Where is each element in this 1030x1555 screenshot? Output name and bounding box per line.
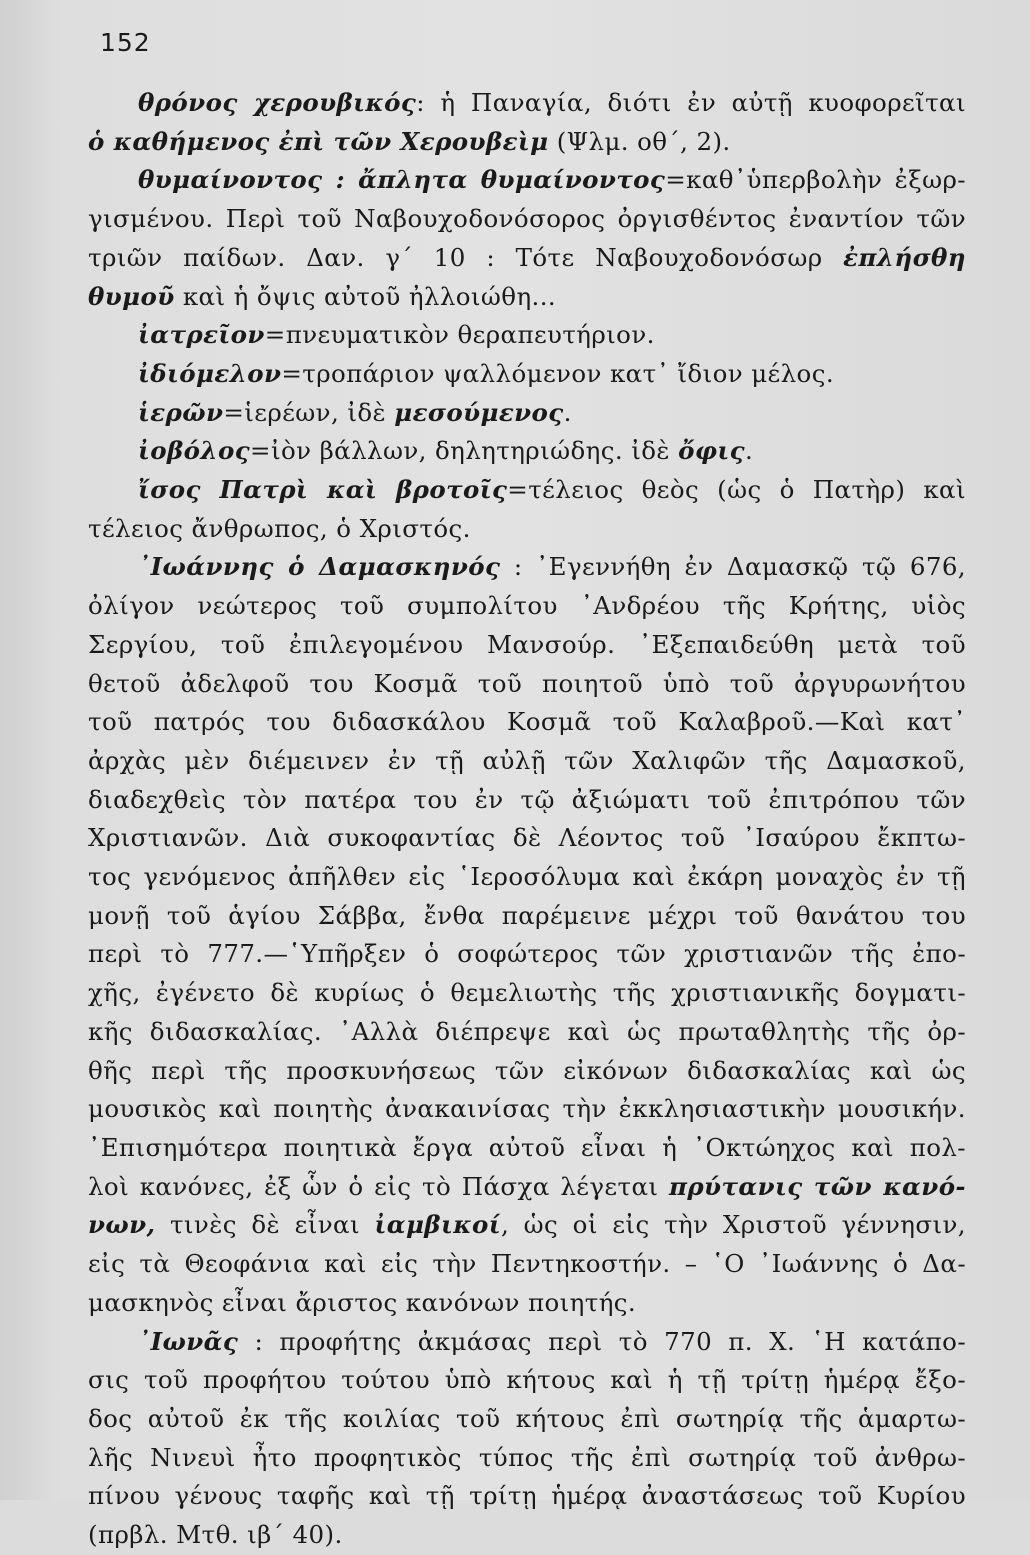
line-text: μονῇ τοῦ ἁγίου Σάββα, ἔνθα παρέμεινε μέχρι τοῦ θανάτου του <box>88 900 966 930</box>
text-line <box>88 858 966 897</box>
text-line <box>88 355 966 394</box>
glossary-term: ἰδιόμελον <box>138 358 282 388</box>
text-line <box>88 781 966 820</box>
line-text: περὶ τὸ 777.—῾Υπῆρξεν ὁ σοφώτερος τῶν χριστιανῶν τῆς ἐπο- <box>88 939 966 969</box>
line-text: =ἱερέων, ἰδὲ <box>223 397 395 427</box>
line-text: Σεργίου, τοῦ ἐπιλεγομένου Μανσούρ. ᾽Εξεπαιδεύθη μετὰ τοῦ <box>88 629 966 659</box>
text-line <box>88 665 966 704</box>
glossary-term: ὁ καθήμενος ἐπὶ τῶν Χερουβεὶμ <box>88 126 549 156</box>
text-line <box>88 1400 966 1439</box>
line-text: γισμένου. Περὶ τοῦ Ναβουχοδονόσορος ὀργισθέντος ἐναντίον τῶν <box>88 204 966 234</box>
text-line <box>88 200 966 239</box>
line-text: διαδεχθεὶς τὸν πατέρα του ἐν τῷ ἀξιώματι τοῦ ἐπιτρόπου τῶν <box>88 784 966 814</box>
line-text: (Ψλμ. οθ΄, 2). <box>548 126 731 156</box>
page-number: 152 <box>100 28 151 57</box>
text-line <box>88 1052 966 1091</box>
text-line <box>88 897 966 936</box>
glossary-term: νων, <box>88 1210 156 1240</box>
line-text: μουσικὸς καὶ ποιητὴς ἀνακαινίσας τὴν ἐκκλησιαστικὴν μουσικήν. <box>88 1094 966 1124</box>
glossary-term: ἱερῶν <box>138 397 224 427</box>
glossary-term: μεσούμενος <box>394 397 564 427</box>
text-line <box>88 974 966 1013</box>
glossary-term: ἰατρεῖον <box>138 320 265 350</box>
text-line <box>88 1439 966 1478</box>
line-text: τοῦ πατρός του διδασκάλου Κοσμᾶ τοῦ Καλαβροῦ.—Καὶ κατ᾽ <box>88 707 966 737</box>
line-text: λοὶ κανόνες, ἐξ ὧν ὁ εἰς τὸ Πάσχα λέγεται <box>88 1171 670 1201</box>
text-line <box>88 394 966 433</box>
glossary-term: ἰαμβικοί <box>374 1210 501 1240</box>
glossary-term: θυμαίνοντος : ἄπλητα θυμαίνοντος <box>138 165 666 195</box>
line-text: : ᾽Εγεννήθη ἐν Δαμασκῷ τῷ 676, <box>500 552 966 582</box>
line-text: τριῶν παίδων. Δαν. γ΄ 10 : Τότε Ναβουχοδονόσωρ <box>88 242 844 272</box>
line-text: θῆς περὶ τῆς προσκυνήσεως τῶν εἰκόνων διδασκαλίας καὶ ὡς <box>88 1055 966 1085</box>
line-text: ἀρχὰς μὲν διέμεινεν ἐν τῇ αὐλῇ τῶν Χαλιφῶν τῆς Δαμασκοῦ, <box>88 745 966 775</box>
line-text: =τροπάριον ψαλλόμενον κατ᾽ ἴδιον μέλος. <box>281 358 835 388</box>
line-text: =τέλειος θεὸς (ὡς ὁ Πατὴρ) καὶ <box>507 475 966 505</box>
glossary-term: πρύτανις τῶν κανό- <box>669 1171 966 1201</box>
line-text: =ἰὸν βάλλων, δηλητηριώδης. ἰδὲ <box>250 436 679 466</box>
line-text: καὶ ἡ ὄψις αὐτοῦ ἠλλοιώθη... <box>174 281 557 311</box>
text-line <box>88 1323 966 1362</box>
glossary-term: ᾽Ιωάννης ὁ Δαμασκηνός <box>138 552 501 582</box>
glossary-term: ᾽Ιωνᾶς <box>138 1326 239 1356</box>
glossary-term: ἴσος Πατρὶ καὶ βροτοῖς <box>138 475 508 505</box>
line-text: κῆς διδασκαλίας. ᾽Αλλὰ διέπρεψε καὶ ὡς πρωταθλητὴς τῆς ὀρ- <box>88 1016 966 1046</box>
text-line <box>88 1477 966 1516</box>
glossary-term: θρόνος χερουβικός <box>138 88 417 117</box>
text-line <box>88 1284 966 1323</box>
text-line <box>88 432 966 471</box>
glossary-term: ἐπλήσθη <box>843 242 966 272</box>
text-line <box>88 278 966 317</box>
text-line <box>88 84 966 123</box>
line-text: τινὲς δὲ εἶναι <box>155 1210 375 1240</box>
line-text: : προφήτης ἀκμάσας περὶ τὸ 770 π. Χ. ῾Η κατάπο- <box>238 1326 966 1356</box>
line-text: =πνευματικὸν θεραπευτήριον. <box>264 320 655 350</box>
text-line <box>88 703 966 742</box>
text-line <box>88 471 966 510</box>
text-line <box>88 316 966 355</box>
line-text: : ἡ Παναγία, διότι ἐν αὐτῇ κυοφορεῖται <box>416 88 966 117</box>
text-line <box>88 587 966 626</box>
glossary-term: ἰοβόλος <box>138 436 251 466</box>
text-line <box>88 161 966 200</box>
glossary-term: θυμοῦ <box>88 281 175 311</box>
text-line <box>88 239 966 278</box>
line-text: εἰς τὰ Θεοφάνια καὶ εἰς τὴν Πεντηκοστήν. – ῾Ο ᾽Ιωάννης ὁ Δα- <box>88 1249 966 1279</box>
line-text: ᾽Επισημότερα ποιητικὰ ἔργα αὐτοῦ εἶναι ἡ ᾽Οκτώηχος καὶ πολ- <box>88 1132 966 1162</box>
text-line <box>88 935 966 974</box>
text-line <box>88 123 966 162</box>
line-text: , ὡς οἱ εἰς τὴν Χριστοῦ γέννησιν, <box>500 1210 966 1240</box>
text-line <box>88 1516 966 1555</box>
line-text: =καθ᾽ὑπερβολὴν ἐξωρ- <box>665 165 966 195</box>
text-line <box>88 1206 966 1245</box>
text-line <box>88 510 966 549</box>
glossary-text <box>88 84 966 1555</box>
line-text: δος αὐτοῦ ἐκ τῆς κοιλίας τοῦ κήτους ἐπὶ σωτηρίᾳ τῆς ἁμαρτω- <box>88 1403 966 1433</box>
line-text: Χριστιανῶν. Διὰ συκοφαντίας δὲ Λέοντος τοῦ ᾽Ισαύρου ἔκπτω- <box>88 823 966 853</box>
text-line <box>88 626 966 665</box>
line-text: χῆς, ἐγένετο δὲ κυρίως ὁ θεμελιωτὴς τῆς χριστιανικῆς δογματι- <box>88 978 966 1008</box>
text-line <box>88 819 966 858</box>
text-line <box>88 742 966 781</box>
line-text: τέλειος ἄνθρωπος, ὁ Χριστός. <box>88 513 471 543</box>
line-text: (πρβλ. Μτθ. ιβ΄ 40). <box>88 1520 343 1550</box>
line-text: πίνου γένους ταφῆς καὶ τῇ τρίτῃ ἡμέρᾳ ἀναστάσεως τοῦ Κυρίου <box>88 1481 966 1511</box>
text-line <box>88 1013 966 1052</box>
text-line <box>88 548 966 587</box>
line-text: μασκηνὸς εἶναι ἄριστος κανόνων ποιητής. <box>88 1287 637 1317</box>
line-text: ὀλίγον νεώτερος τοῦ συμπολίτου ᾽Ανδρέου τῆς Κρήτης, υἱὸς <box>88 591 966 621</box>
line-text: σις τοῦ προφήτου τούτου ὑπὸ κήτους καὶ ἡ τῇ τρίτῃ ἡμέρᾳ ἔξο- <box>88 1365 966 1395</box>
text-line <box>88 1361 966 1400</box>
text-line <box>88 1168 966 1207</box>
line-text: λῆς Νινευὶ ἦτο προφητικὸς τύπος τῆς ἐπὶ σωτηρίᾳ τοῦ ἀνθρω- <box>88 1442 966 1472</box>
line-text: . <box>745 436 754 466</box>
text-line <box>88 1245 966 1284</box>
text-line <box>88 1129 966 1168</box>
glossary-term: ὄφις <box>678 436 745 466</box>
text-line <box>88 1090 966 1129</box>
line-text: τος γενόμενος ἀπῆλθεν εἰς ῾Ιεροσόλυμα καὶ ἐκάρη μοναχὸς ἐν τῇ <box>88 862 966 892</box>
line-text: θετοῦ ἀδελφοῦ του Κοσμᾶ τοῦ ποιητοῦ ὑπὸ τοῦ ἀργυρωνήτου <box>88 668 966 698</box>
line-text: . <box>563 397 572 427</box>
